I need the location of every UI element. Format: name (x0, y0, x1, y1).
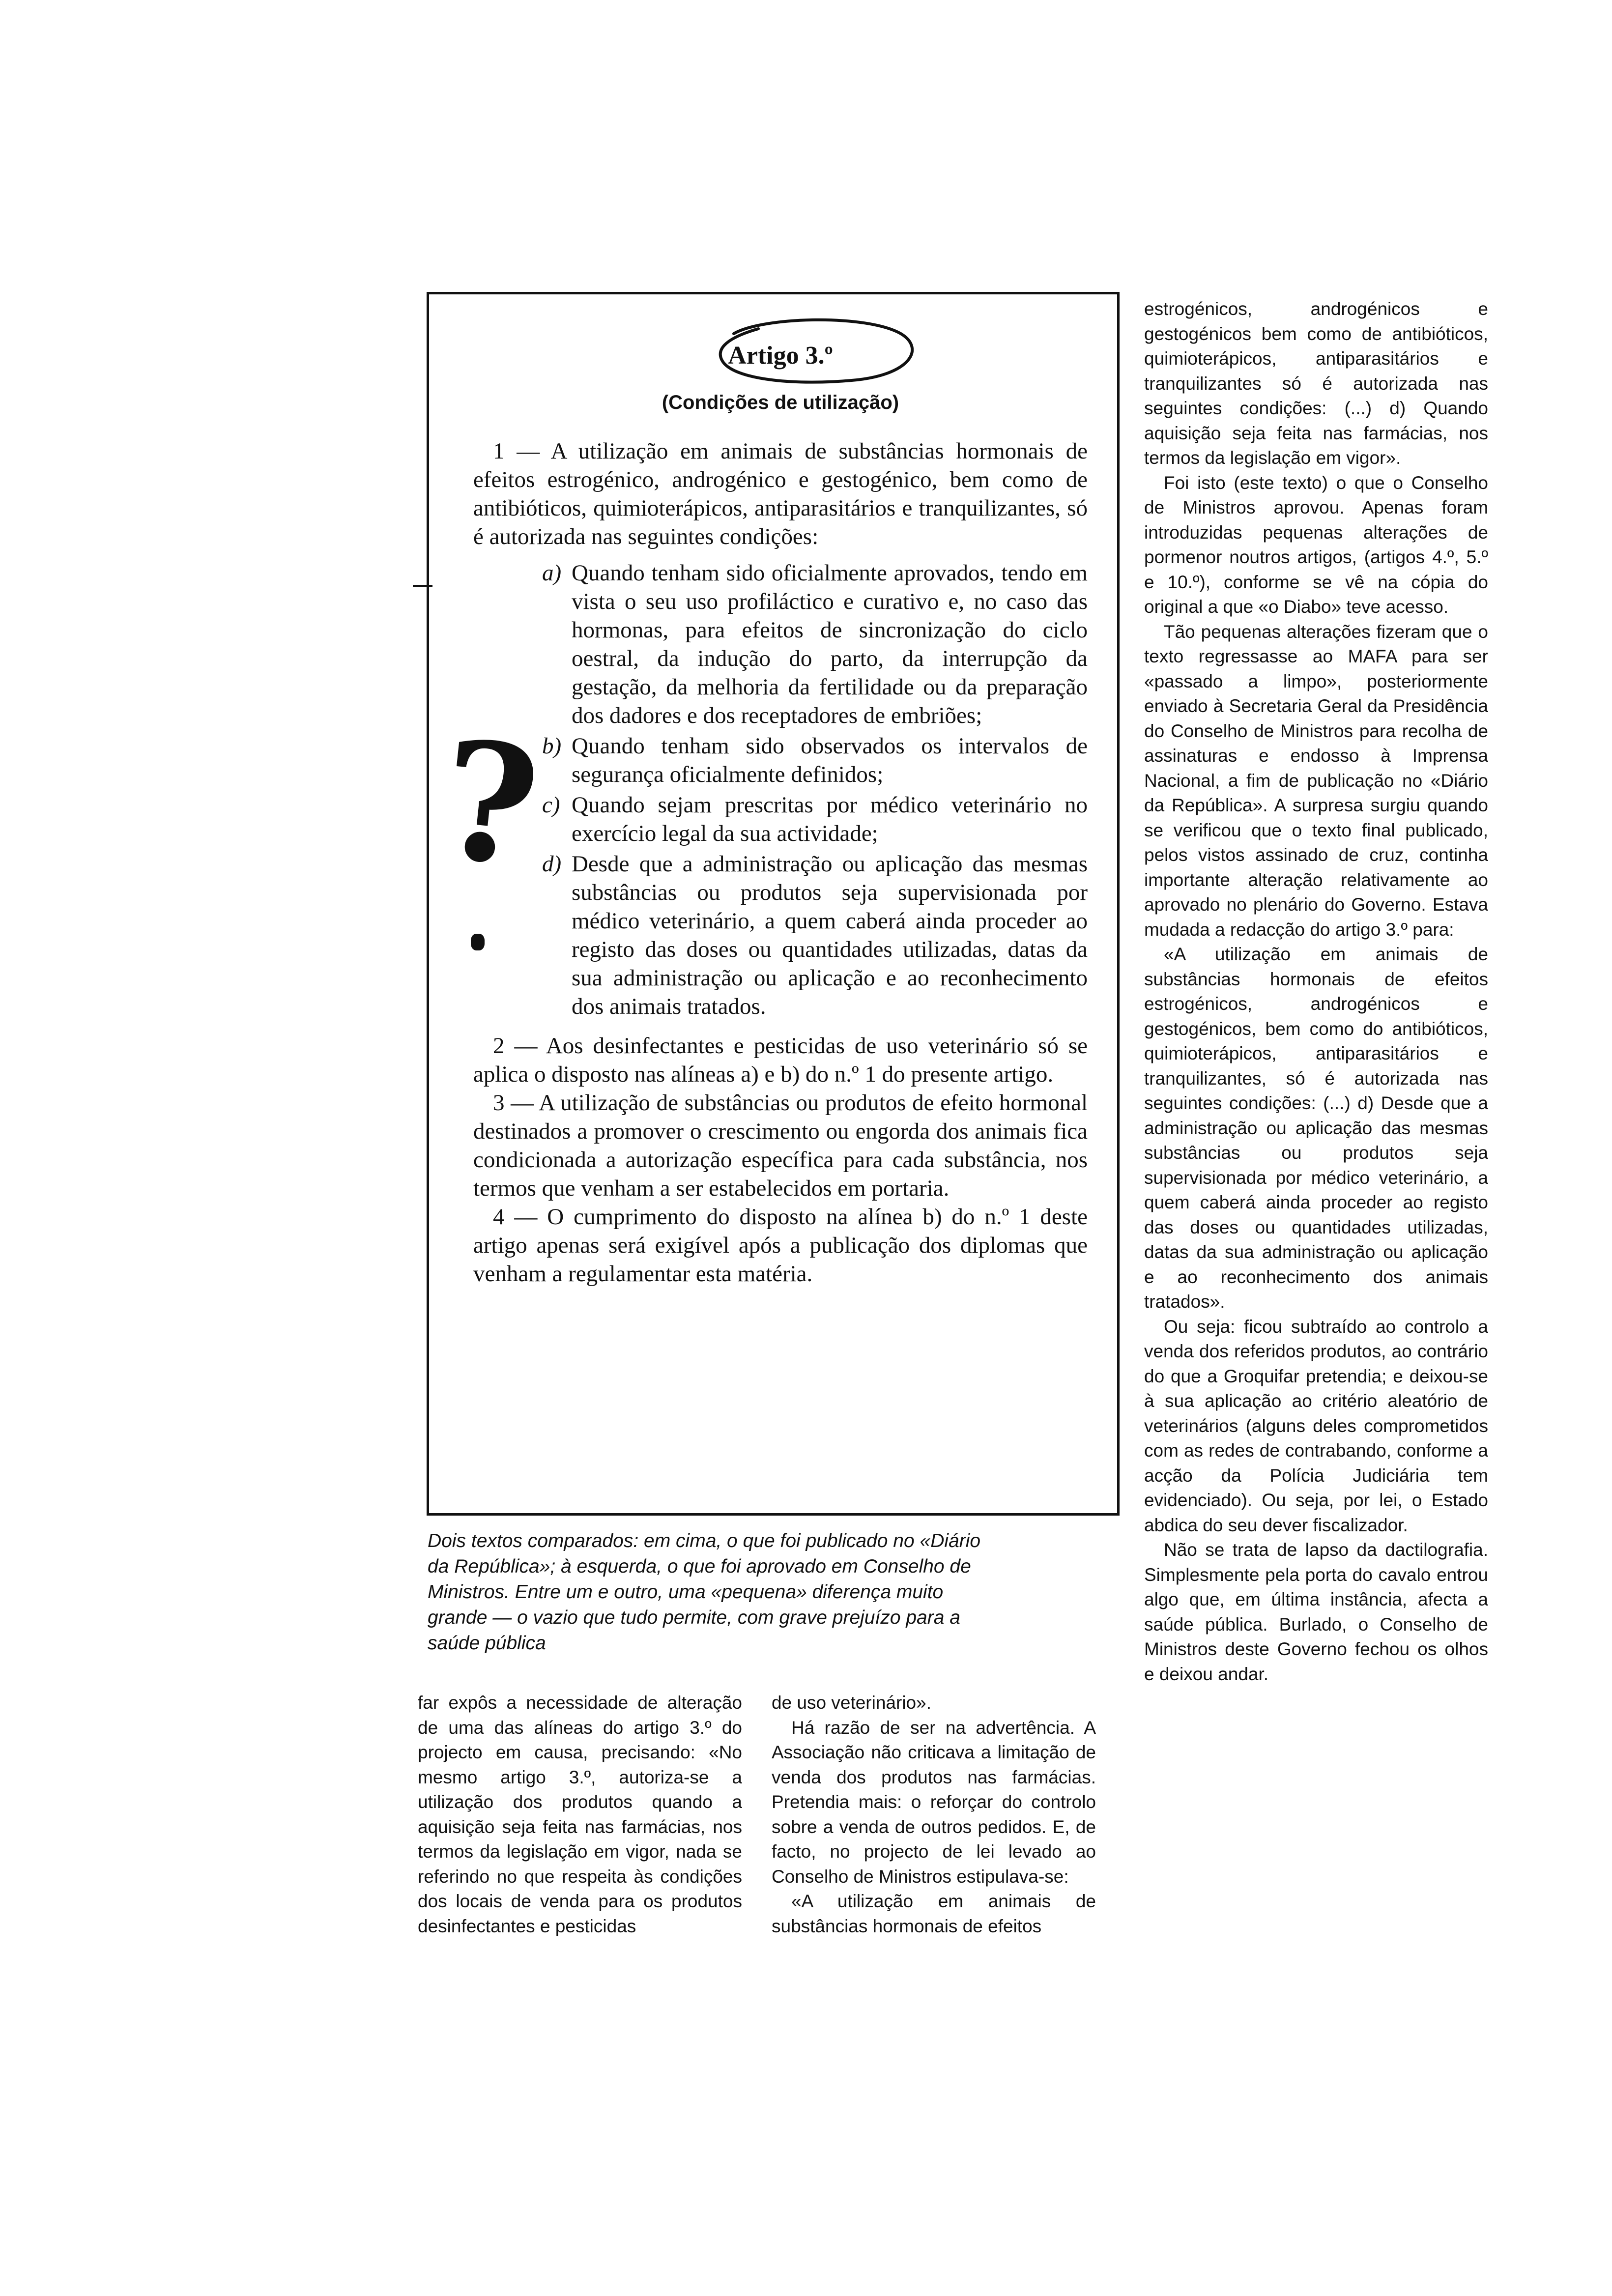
law-item-text: Desde que a administração ou aplicação das mesmas substâncias ou produtos seja supervisionada por médico veterinário, a quem caberá ainda proceder ao registo das doses ou quantidades utilizadas, datas da sua administração ou aplicação e ao reconhecimento dos animais tratados. (572, 851, 1088, 1019)
law-item-c (542, 791, 1088, 848)
column-paragraph: Há razão de ser na advertência. A Associação não criticava a limitação de venda dos produtos nas farmácias. Pretendia mais: o reforçar do controlo sobre a venda de outros pedidos. E, de facto, no projecto de lei levado ao Conselho de Ministros estipulava-se: (772, 1717, 1096, 1887)
law-item-text: Quando tenham sido observados os intervalos de segurança oficialmente definidos; (572, 733, 1088, 787)
column-paragraph: «A utilização em animais de substâncias hormonais de efeitos estrogénicos, androgénicos e gestogénicos, bem como do antibióticos, quimioterápicos, antiparasitários e tranquilizantes, só é autorizada nas seguintes condições: (...) d) Desde que a administração ou aplicação das mesmas substâncias ou produtos seja supervisionada por médico veterinário, a quem caberá ainda proceder ao registo das doses ou quantidades utilizadas, datas da sua administração ou aplicação e ao reconhecimento dos animais tratados». (1144, 944, 1488, 1312)
law-excerpt (473, 334, 1088, 1288)
article-column-b (772, 1691, 1096, 1939)
article-title: Artigo 3.º (728, 342, 833, 370)
column-paragraph: estrogénicos, androgénicos e gestogénicos bem como de antibióticos, quimioterápicos, antiparasitários e tranquilizantes só é autorizada nas seguintes condições: (...) d) Quando aquisição seja feita nas farmácias, nos termos da legislação em vigor». (1144, 299, 1488, 468)
article-column-a (418, 1691, 742, 1939)
handwritten-dot-mark (471, 934, 485, 950)
law-paragraph-1: 1 — A utilização em animais de substâncias hormonais de efeitos estrogénico, androgénico e gestogénico, bem como de antibióticos, quimioterápicos, antiparasitários e tranquilizantes, só é autorizada nas seguintes condições: (473, 438, 1088, 549)
column-paragraph: far expôs a necessidade de alteração de uma das alíneas do artigo 3.º do projecto em causa, precisando: «No mesmo artigo 3.º, autoriza-se a utilização dos produtos quando a aquisição seja feita nas farmácias, nos termos da legislação em vigor, nada se referindo no que respeita às condições dos locais de venda para os produtos desinfectantes e pesticidas (418, 1693, 742, 1936)
law-paragraph-3: 3 — A utilização de substâncias ou produtos de efeito hormonal destinados a promover o crescimento ou engorda dos animais fica condicionada a autorização específica para cada substância, nos termos que venham a ser estabelecidos em portaria. (473, 1090, 1088, 1201)
law-excerpt-frame (427, 292, 1120, 1516)
column-paragraph: Foi isto (este texto) o que o Conselho de Ministros aprovou. Apenas foram introduzidas pequenas alterações de pormenor noutros artigos, (artigos 4.º, 5.º e 10.º), conforme se vê na cópia do original a que «o Diabo» teve acesso. (1144, 472, 1488, 617)
column-paragraph: Ou seja: ficou subtraído ao controlo a venda dos referidos produtos, ao contrário do que a Groquifar pretendia; e deixou-se à sua aplicação ao critério aleatório de veterinários (alguns deles comprometidos com as redes de contrabando, conforme a acção da Polícia Judiciária tem evidenciado). Ou seja, por lei, o Estado abdica do seu dever fiscalizador. (1144, 1316, 1488, 1535)
law-item-text: Quando tenham sido oficialmente aprovados, tendo em vista o seu uso profiláctico e curativo e, no caso das hormonas, para efeitos de sincronização do ciclo oestral, da indução do parto, da interrupção da gestação, da melhoria da fertilidade ou da preparação dos dadores e dos receptadores de embriões; (572, 560, 1088, 728)
column-paragraph: Tão pequenas alterações fizeram que o texto regressasse ao MAFA para ser «passado a limpo», posteriormente enviado à Secretaria Geral da Presidência do Conselho de Ministros para recolha de assinaturas e endosso à Imprensa Nacional, a fim de publicação no «Diário da República». A surpresa surgiu quando se verificou que o texto final publicado, pelos vistos assinado de cruz, continha importante alteração relativamente ao aprovado no plenário do Governo. Estava mudada a redacção do artigo 3.º para: (1144, 621, 1488, 940)
law-items-list (473, 559, 1088, 1021)
law-item-key: a) (542, 560, 562, 586)
law-item-key: b) (542, 733, 562, 759)
figure-caption: Dois textos comparados: em cima, o que foi publicado no «Diário da República»; à esquerda, o que foi aprovado em Conselho de Ministros. Entre um e outro, uma «pequena» diferença muito grande — o vazio que tudo permite, com grave prejuízo para a saúde pública (428, 1530, 981, 1654)
law-item-b (542, 732, 1088, 789)
column-paragraph: Não se trata de lapso da dactilografia. Simplesmente pela porta do cavalo entrou algo que, em última instância, afecta a saúde pública. Burlado, o Conselho de Ministros deste Governo fechou os olhos e deixou andar. (1144, 1540, 1488, 1684)
handwritten-question-mark: ? (432, 703, 547, 904)
article-title-block (473, 334, 1088, 388)
column-paragraph: «A utilização em animais de substâncias hormonais de efeitos (772, 1891, 1096, 1936)
law-item-key: d) (542, 851, 562, 877)
law-paragraph-2: 2 — Aos desinfectantes e pesticidas de uso veterinário só se aplica o disposto nas alíneas a) e b) do n.º 1 do presente artigo. (473, 1033, 1088, 1087)
article-column-c (1144, 297, 1488, 1687)
law-item-d (542, 850, 1088, 1021)
law-paragraph-4: 4 — O cumprimento do disposto na alínea b) do n.º 1 deste artigo apenas será exigível após a publicação dos diplomas que venham a regulamentar esta matéria. (473, 1204, 1088, 1287)
law-item-text: Quando sejam prescritas por médico veterinário no exercício legal da sua actividade; (572, 792, 1088, 846)
law-item-a (542, 559, 1088, 730)
column-paragraph: de uso veterinário». (772, 1693, 931, 1713)
margin-tick-mark (413, 585, 432, 587)
law-item-key: c) (542, 792, 560, 818)
article-subtitle: (Condições de utilização) (662, 392, 899, 413)
